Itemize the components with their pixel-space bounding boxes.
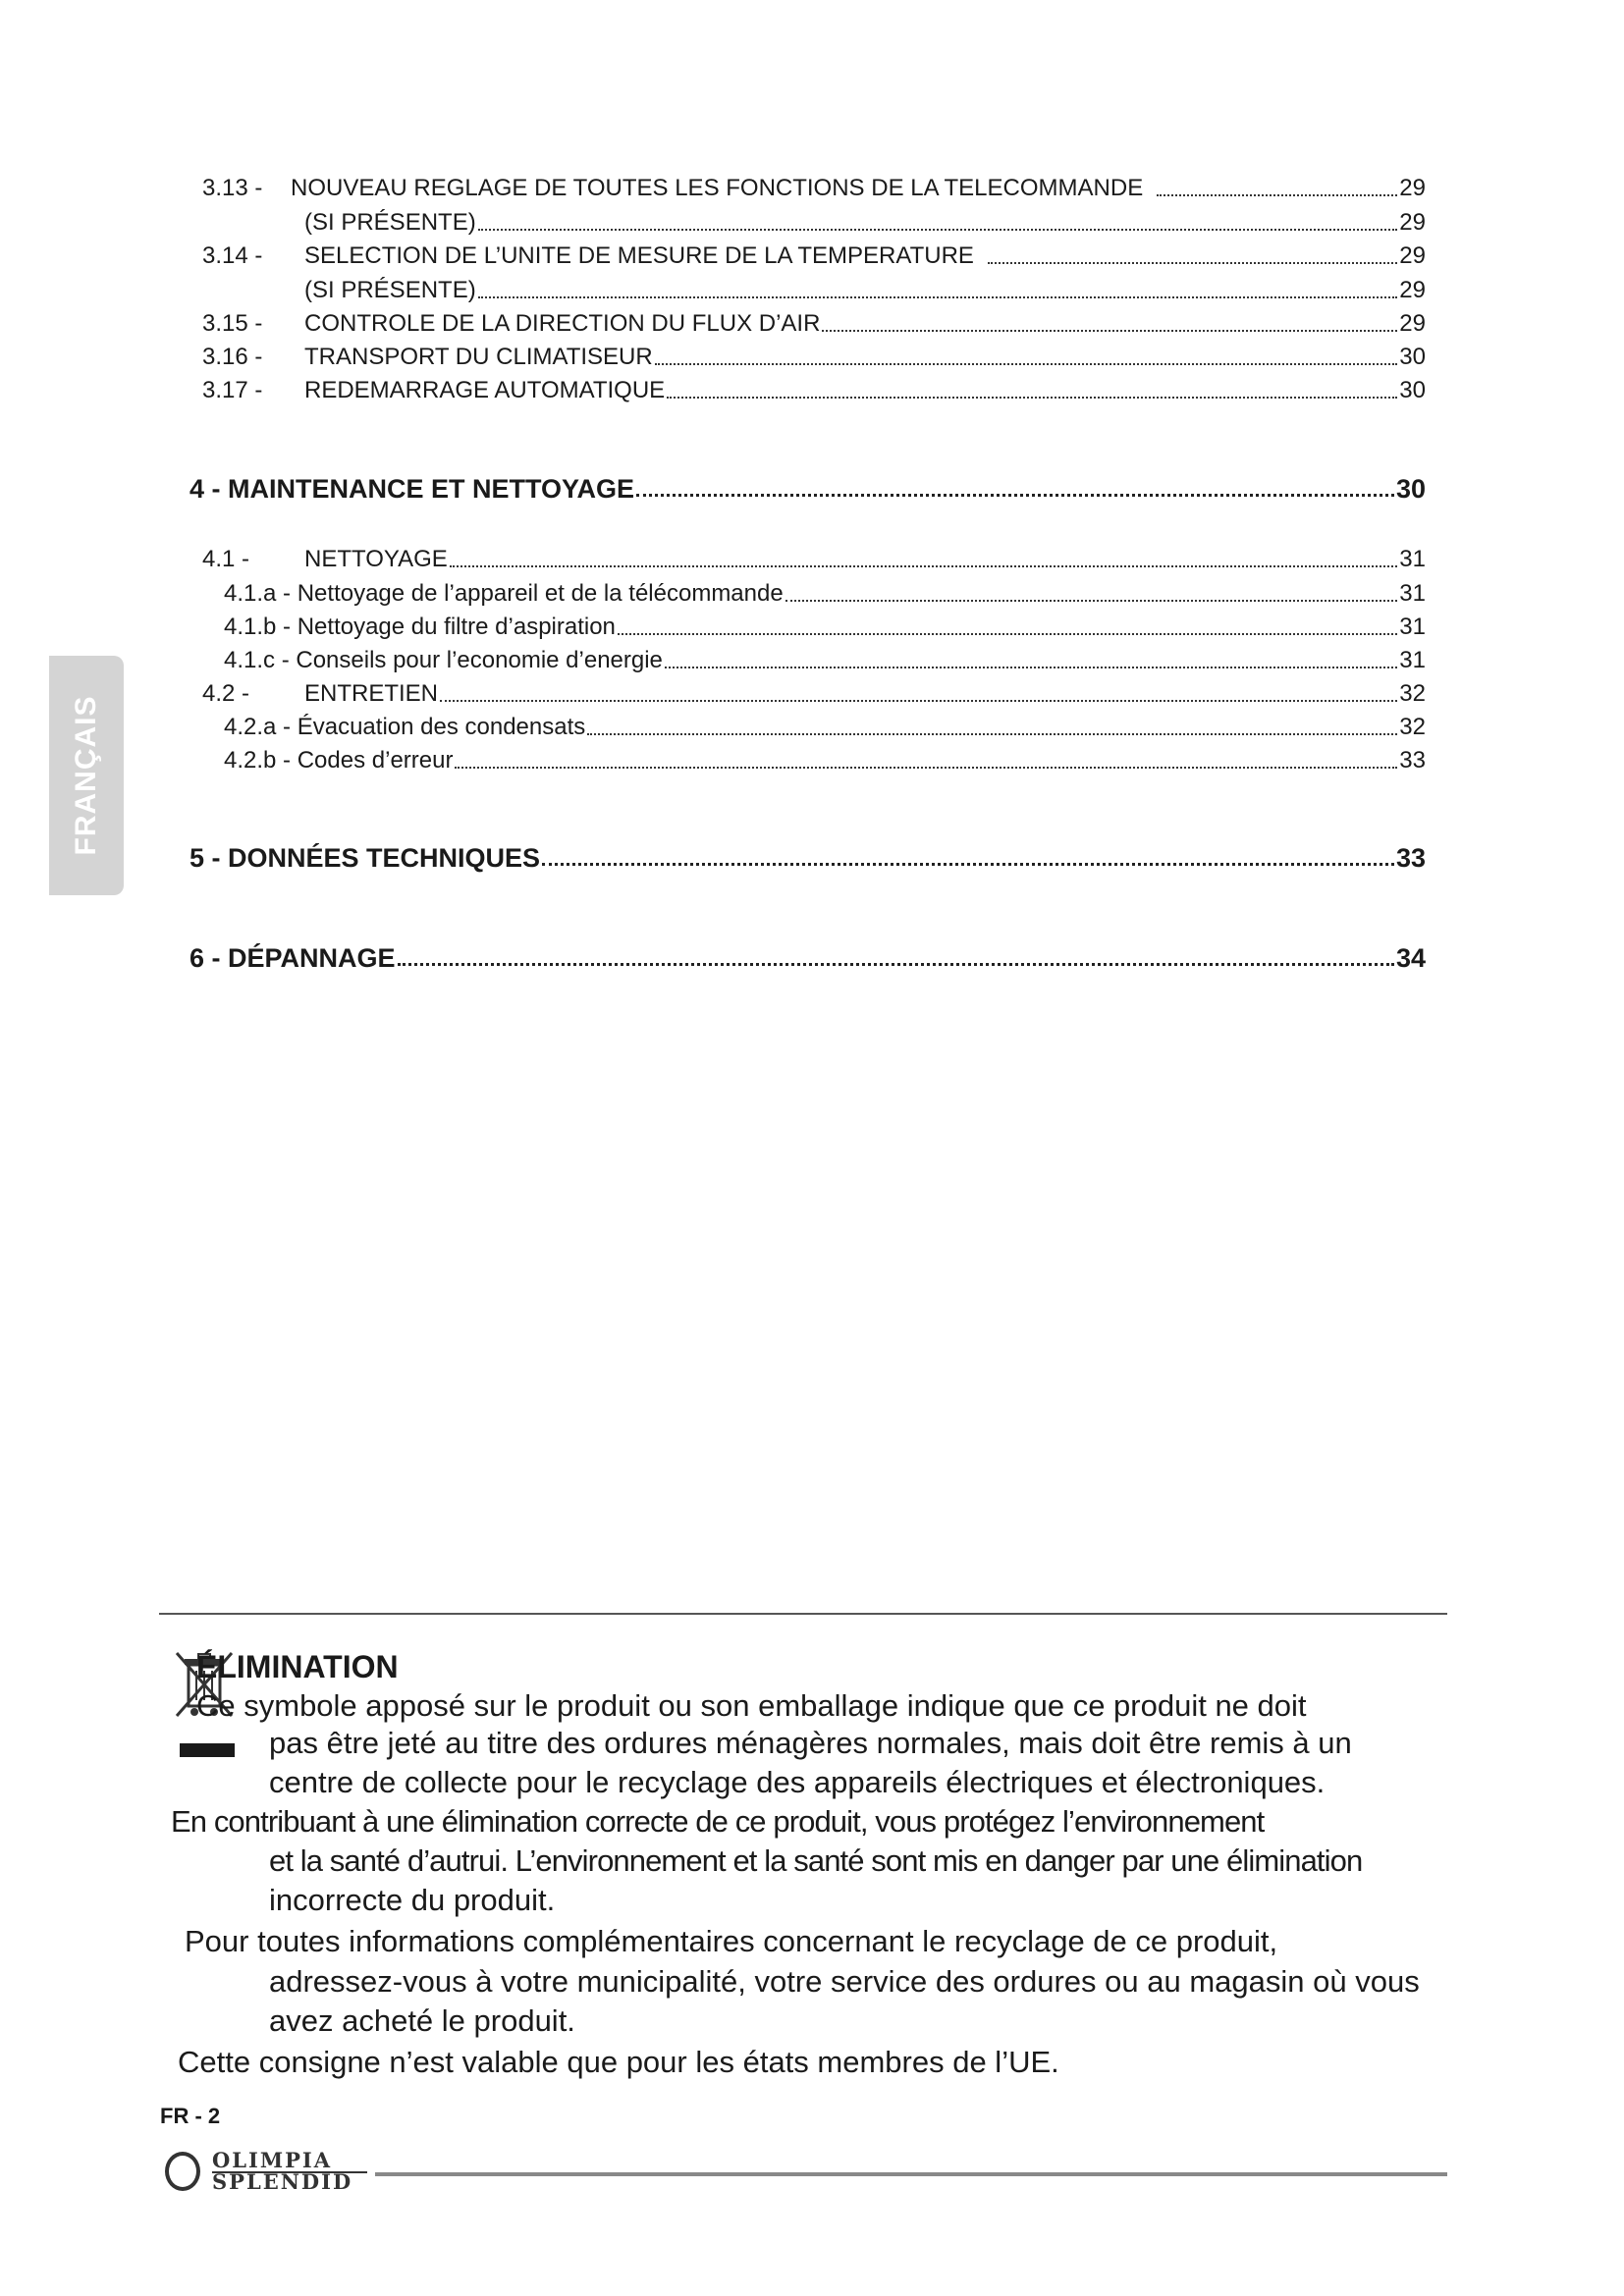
toc-leader xyxy=(455,767,1397,769)
toc-entry-page: 31 xyxy=(1399,614,1426,640)
toc-entry-number: 4.1.a - xyxy=(224,580,298,607)
toc-entry xyxy=(202,376,1426,405)
elimination-line: En contribuant à une élimination correcte de ce produit, vous protégez l’environnement xyxy=(171,1804,1265,1839)
toc-entry xyxy=(224,579,1426,609)
elimination-title: ÉLIMINATION xyxy=(196,1649,399,1684)
toc-entry-title: (SI PRÉSENTE) xyxy=(304,209,476,236)
elimination-line: centre de collecte pour le recyclage des appareils électriques et électroniques. xyxy=(269,1765,1326,1799)
toc-entry xyxy=(202,545,1426,574)
toc-entry-page: 29 xyxy=(1399,277,1426,303)
toc-entry-title: Nettoyage de l’appareil et de la télécommande xyxy=(297,580,784,607)
logo-ring-icon xyxy=(165,2152,200,2191)
logo-line2: SPLENDID xyxy=(212,2169,353,2194)
toc-entry-number: 3.13 - xyxy=(202,175,263,201)
toc-entry-number: 3.17 - xyxy=(202,377,263,403)
logo-line1: OLIMPIA xyxy=(212,2148,333,2172)
toc-entry xyxy=(224,713,1426,742)
language-tab-label: FRANÇAIS xyxy=(70,695,102,856)
toc-chapter-number: 5 - xyxy=(189,843,229,873)
toc-entry-page: 31 xyxy=(1399,546,1426,572)
toc-chapter-number: 4 - xyxy=(189,474,229,504)
brand-logo xyxy=(159,2148,375,2197)
elimination-line: Pour toutes informations complémentaires concernant le recyclage de ce produit, xyxy=(185,1924,1278,1958)
toc-entry-page: 30 xyxy=(1399,344,1426,370)
toc-leader xyxy=(450,565,1397,567)
toc-entry-page: 29 xyxy=(1399,175,1426,201)
toc-leader xyxy=(667,397,1397,399)
section-divider xyxy=(159,1613,1447,1615)
toc-entry-title: NETTOYAGE xyxy=(304,546,448,572)
toc-leader xyxy=(542,863,1394,866)
toc-entry-title: ENTRETIEN xyxy=(304,680,439,707)
toc-entry-page: 32 xyxy=(1399,680,1426,707)
toc-chapter-page: 33 xyxy=(1395,843,1426,873)
toc-chapter-page: 34 xyxy=(1395,943,1426,973)
toc-entry xyxy=(224,646,1426,675)
toc-leader xyxy=(587,733,1397,735)
elimination-line: Cette consigne n’est valable que pour les états membres de l’UE. xyxy=(178,2045,1059,2079)
toc-leader xyxy=(822,330,1397,332)
toc-entry-title: (SI PRÉSENTE) xyxy=(304,277,476,303)
toc-entry-number: 3.16 - xyxy=(202,344,263,370)
elimination-line: pas être jeté au titre des ordures ménagères normales, mais doit être remis à un xyxy=(269,1726,1352,1760)
toc-chapter-number: 6 - xyxy=(189,943,229,973)
toc-leader xyxy=(618,633,1397,635)
toc-leader xyxy=(636,494,1394,497)
toc-entry-number: 3.15 - xyxy=(202,310,263,337)
toc-entry-number: 4.1.b - xyxy=(224,614,298,640)
toc-chapter-title: DÉPANNAGE xyxy=(228,943,396,973)
toc-entry-title: TRANSPORT DU CLIMATISEUR xyxy=(304,344,653,370)
toc-leader xyxy=(665,667,1397,668)
page-number: FR - 2 xyxy=(160,2104,221,2128)
toc-entry-number: 4.1.c - xyxy=(224,647,297,673)
toc-entry xyxy=(202,208,1426,238)
elimination-line: adressez-vous à votre municipalité, votre service des ordures ou au magasin où vous xyxy=(269,1964,1420,1999)
toc-entry-page: 29 xyxy=(1399,209,1426,236)
toc-leader xyxy=(478,229,1398,231)
elimination-line: et la santé d’autrui. L’environnement et la santé sont mis en danger par une élimination xyxy=(269,1843,1363,1878)
toc-entry-number: 3.14 - xyxy=(202,242,263,269)
toc-entry-title: Codes d’erreur xyxy=(297,747,454,774)
elimination-line: avez acheté le produit. xyxy=(269,2003,575,2038)
toc-entry-number: 4.2 - xyxy=(202,680,250,707)
toc-chapter xyxy=(189,943,1426,973)
elimination-line: Ce symbole apposé sur le produit ou son emballage indique que ce produit ne doit xyxy=(196,1688,1307,1723)
toc-entry-title: CONTROLE DE LA DIRECTION DU FLUX D’AIR xyxy=(304,310,821,337)
toc-leader xyxy=(398,963,1394,966)
toc-entry-page: 30 xyxy=(1399,377,1426,403)
toc-leader xyxy=(478,296,1398,298)
toc-chapter xyxy=(189,843,1426,873)
toc-entry xyxy=(202,276,1426,305)
toc-entry-page: 29 xyxy=(1399,310,1426,337)
toc-entry xyxy=(202,241,1426,271)
language-tab xyxy=(49,656,124,895)
toc-chapter-page: 30 xyxy=(1395,474,1426,504)
toc-leader xyxy=(988,262,1397,264)
toc-entry-page: 32 xyxy=(1399,714,1426,740)
toc-entry xyxy=(202,309,1426,339)
toc-leader xyxy=(440,700,1397,702)
toc-chapter-title: DONNÉES TECHNIQUES xyxy=(228,843,541,873)
toc-entry-title: SELECTION DE L’UNITE DE MESURE DE LA TEMPERATURE xyxy=(304,242,974,269)
elimination-line: incorrecte du produit. xyxy=(269,1883,556,1917)
toc-entry xyxy=(202,679,1426,709)
toc-entry-page: 29 xyxy=(1399,242,1426,269)
toc-leader xyxy=(655,363,1398,365)
toc-entry xyxy=(224,746,1426,775)
toc-entry-title: NOUVEAU REGLAGE DE TOUTES LES FONCTIONS DE LA TELECOMMANDE xyxy=(291,175,1144,201)
toc-leader xyxy=(785,600,1398,602)
separate-collection-bar xyxy=(180,1743,235,1757)
toc-entry-page: 31 xyxy=(1399,580,1426,607)
toc-entry-title: Nettoyage du filtre d’aspiration xyxy=(297,614,616,640)
toc-entry-title: Évacuation des condensats xyxy=(297,714,586,740)
toc-entry-title: REDEMARRAGE AUTOMATIQUE xyxy=(304,377,666,403)
toc-entry-number: 4.2.a - xyxy=(224,714,298,740)
toc-leader xyxy=(1157,194,1397,196)
toc-entry-page: 31 xyxy=(1399,647,1426,673)
toc-entry xyxy=(224,613,1426,642)
toc-entry xyxy=(202,343,1426,372)
footer-rule xyxy=(375,2172,1447,2176)
toc-chapter xyxy=(189,474,1426,504)
toc-entry-number: 4.1 - xyxy=(202,546,250,572)
toc-entry xyxy=(202,174,1426,203)
toc-entry-title: Conseils pour l’economie d’energie xyxy=(296,647,663,673)
toc-entry-number: 4.2.b - xyxy=(224,747,298,774)
toc-entry-page: 33 xyxy=(1399,747,1426,774)
toc-chapter-title: MAINTENANCE ET NETTOYAGE xyxy=(228,474,635,504)
